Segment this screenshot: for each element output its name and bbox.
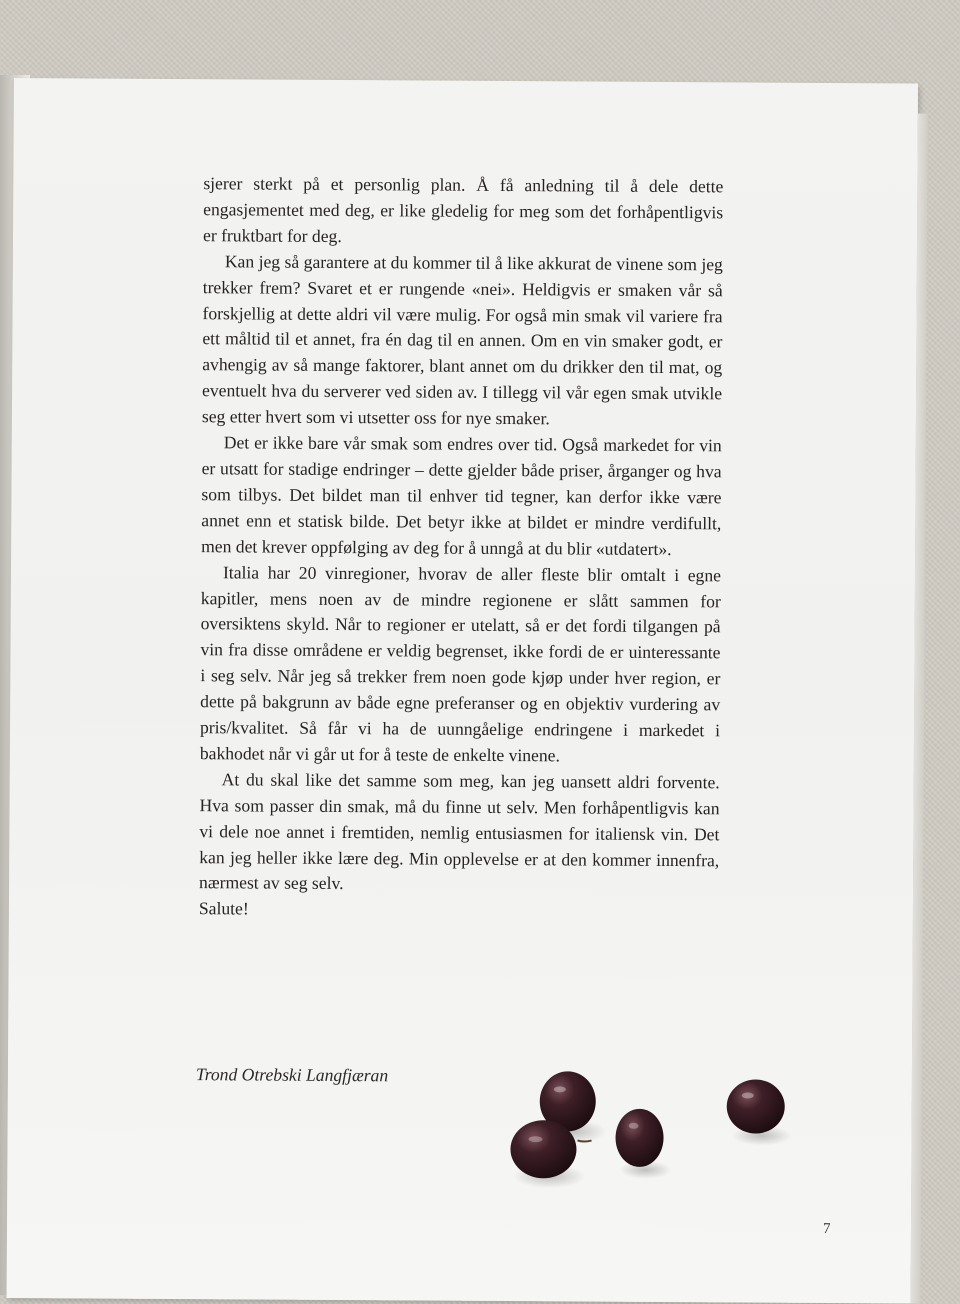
body-text <box>199 171 724 925</box>
paragraph: At du skal like det samme som meg, kan jeg uansett aldri forvente. Hva som passer din smak, må du finne ut selv. Men forhåpentligvis kan vi dele noe annet i fremtiden, nemlig entusiasmen for italiensk vin. Det kan jeg heller ikke lære deg. Min opplevelse er at den kommer innenfra, nærmest av seg selv. <box>199 769 720 894</box>
grapes-icon <box>477 1041 818 1203</box>
grape <box>727 1079 785 1133</box>
paragraph: Kan jeg så garantere at du kommer til å like akkurat de vinene som jeg trekker frem? Svaret et er rungende «nei». Heldigvis er smaken vår så forskjellig at dette aldri vil være mulig. For også min smak vil variere fra ett måltid til et annet, fra én dag til en annen. Om en vin smaker godt, er avhengig av så mange faktorer, blant annet om du drikker den til mat, og eventuelt hva du serverer ved siden av. I tillegg vil vår egen smak utvikle seg etter hvert som vi utsetter oss for nye smaker. <box>201 251 723 429</box>
paragraph: Det er ikke bare vår smak som endres over tid. Også markedet for vin er utsatt for stadige endringer – dette gjelder både priser, årganger og hva som tilbys. Det bildet man til enhver tid tegner, kan derfor ikke være annet enn et statisk bilde. Det betyr ikke at bildet er mindre verdifullt, men det krever oppfølging av deg for å unngå at du blir «utdatert». <box>201 432 722 559</box>
page-edge <box>911 114 928 1304</box>
paragraph: Italia har 20 vinregioner, hvorav de aller fleste blir omtalt i egne kapitler, mens noen av de mindre regionene er slått sammen for oversiktens skyld. Når to regioner er utelatt, så er det fordi tilgangen på vin fra disse områdene er veldig begrenset, ikke fordi de er uinteressante i seg selv. Når jeg så trekker frem noen gode kjøp under hver region, er dette på bakgrunn av både egne preferanser og en objektiv vurdering av pris/kvalitet. Så får vi ha de uunngåelige endringene i markedet i bakhodet når vi går ut for å teste de enkelte vinene. <box>199 561 722 766</box>
page-number: 7 <box>822 1220 831 1238</box>
author-signature: Trond Otrebski Langfjæran <box>195 1064 389 1086</box>
book-page <box>7 78 918 1303</box>
grape <box>510 1120 576 1178</box>
grape <box>615 1109 663 1167</box>
closing-line: Salute! <box>198 898 249 919</box>
paragraph: sjerer sterkt på et personlig plan. Å få anledning til å dele dette engasjementet med deg, er like gledelig for meg som det forhåpentligvis er fruktbart for deg. <box>202 173 724 246</box>
